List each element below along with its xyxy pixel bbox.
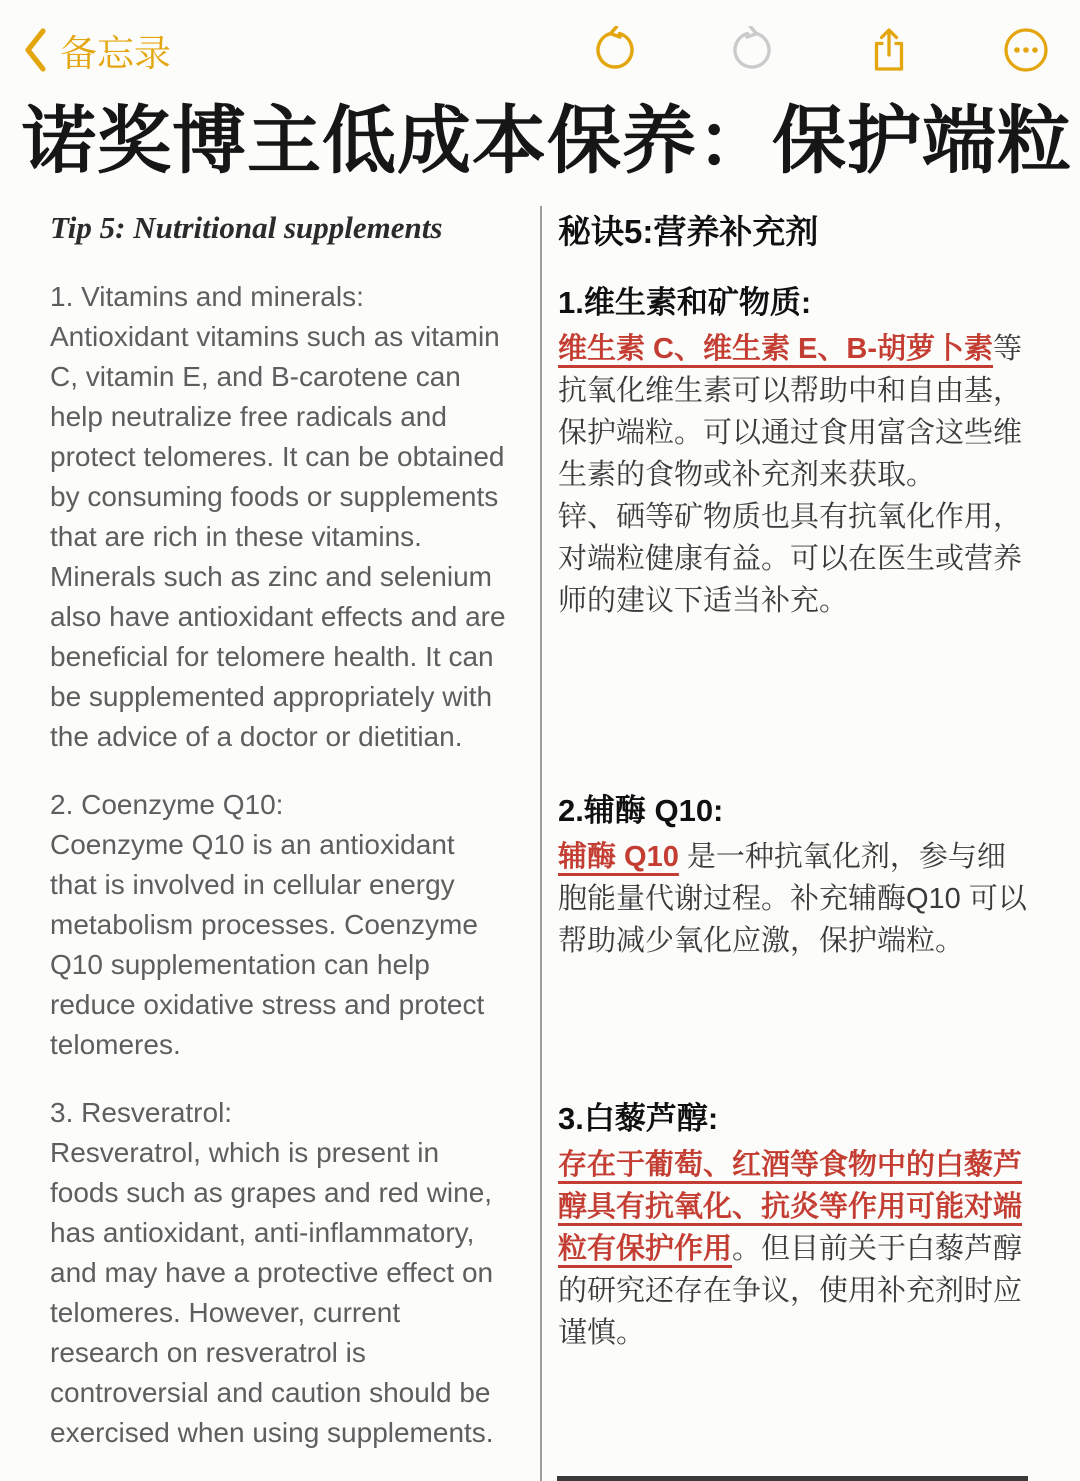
redo-icon[interactable]	[728, 26, 776, 74]
english-section-3-body: Resveratrol, which is present in foods such as grapes and red wine, has antioxidant, anti-inflammatory, and may have a protective effect on telomeres. However, current research on resveratrol is controversial and caution should be exercised when using supplements.	[50, 1136, 494, 1448]
more-ellipsis-icon[interactable]	[1002, 26, 1050, 74]
english-section-2-title: 2. Coenzyme Q10:	[50, 788, 284, 820]
undo-icon[interactable]	[591, 26, 639, 74]
english-section-2-body: Coenzyme Q10 is an antioxidant that is involved in cellular energy metabolism processes. Coenzyme Q10 supplementation can help reduce oxidative stress and protect telomeres.	[50, 828, 485, 1060]
english-section-1-body: Antioxidant vitamins such as vitamin C, vitamin E, and B-carotene can help neutralize free radicals and protect telomeres. It can be obtained by consuming foods or supplements that are rich in these vitamins.	[50, 320, 505, 552]
chinese-section-3-body	[558, 1144, 1028, 1354]
english-section-1-title: 1. Vitamins and minerals:	[50, 280, 364, 312]
column-divider	[540, 206, 542, 1481]
chevron-left-icon	[22, 27, 48, 73]
english-column-heading-cell	[0, 206, 540, 277]
body-text-2: 锌、硒等矿物质也具有抗氧化作用，对端粒健康有益。可以在医生或营养师的建议下适当补充。	[558, 500, 1023, 617]
chinese-section-2	[540, 785, 1080, 1093]
cutoff-content-edge	[557, 1476, 1028, 1481]
english-heading: Tip 5: Nutritional supplements	[50, 209, 443, 245]
english-section-1	[0, 277, 540, 785]
body-text: 是一种抗氧化剂，参与细胞能量代谢过程。补充辅酶Q10 可以帮助减少氧化应激，保护端粒。	[558, 840, 1027, 957]
chinese-section-1-body	[558, 328, 1028, 622]
chinese-column-heading-cell	[540, 206, 1080, 277]
highlighted-text: 维生素 C、维生素 E、B-胡萝卜素	[558, 332, 994, 365]
nav-bar	[0, 0, 1080, 86]
back-button[interactable]	[22, 23, 171, 77]
english-section-3	[0, 1093, 540, 1481]
highlighted-text: 辅酶 Q10	[558, 840, 679, 873]
share-icon[interactable]	[865, 26, 913, 74]
chinese-section-1	[540, 277, 1080, 785]
back-label: 备忘录	[60, 33, 171, 74]
english-section-3-title: 3. Resveratrol:	[50, 1096, 233, 1128]
chinese-section-2-body	[558, 836, 1028, 962]
chinese-heading: 秘诀5:营养补充剂	[558, 212, 819, 250]
chinese-section-3	[540, 1093, 1080, 1481]
note-content[interactable]	[0, 206, 1080, 1481]
chinese-section-1-title: 1.维生素和矿物质:	[558, 284, 812, 320]
chinese-section-2-title: 2.辅酶 Q10:	[558, 792, 724, 828]
english-section-2	[0, 785, 540, 1093]
body-text: 等抗氧化维生素可以帮助中和自由基，保护端粒。可以通过食用富含这些维生素的食物或补充剂来获取。	[558, 332, 1023, 491]
nav-action-icons	[591, 26, 1050, 74]
chinese-section-3-title: 3.白藜芦醇:	[558, 1100, 719, 1136]
highlighted-text: 存在于葡萄、红酒等食物中的白藜芦醇具有抗氧化、抗炎等作用可能对端粒有保护作用	[558, 1148, 1023, 1265]
note-title: 诺奖博主低成本保养：保护端粒	[22, 99, 1072, 182]
english-section-1-body2: Minerals such as zinc and selenium also have antioxidant effects and are beneficial for telomere health. It can be supplemented appropriately with the advice of a doctor or dietitian.	[50, 560, 506, 752]
body-text: 。但目前关于白藜芦醇的研究还存在争议，使用补充剂时应谨慎。	[558, 1232, 1023, 1349]
